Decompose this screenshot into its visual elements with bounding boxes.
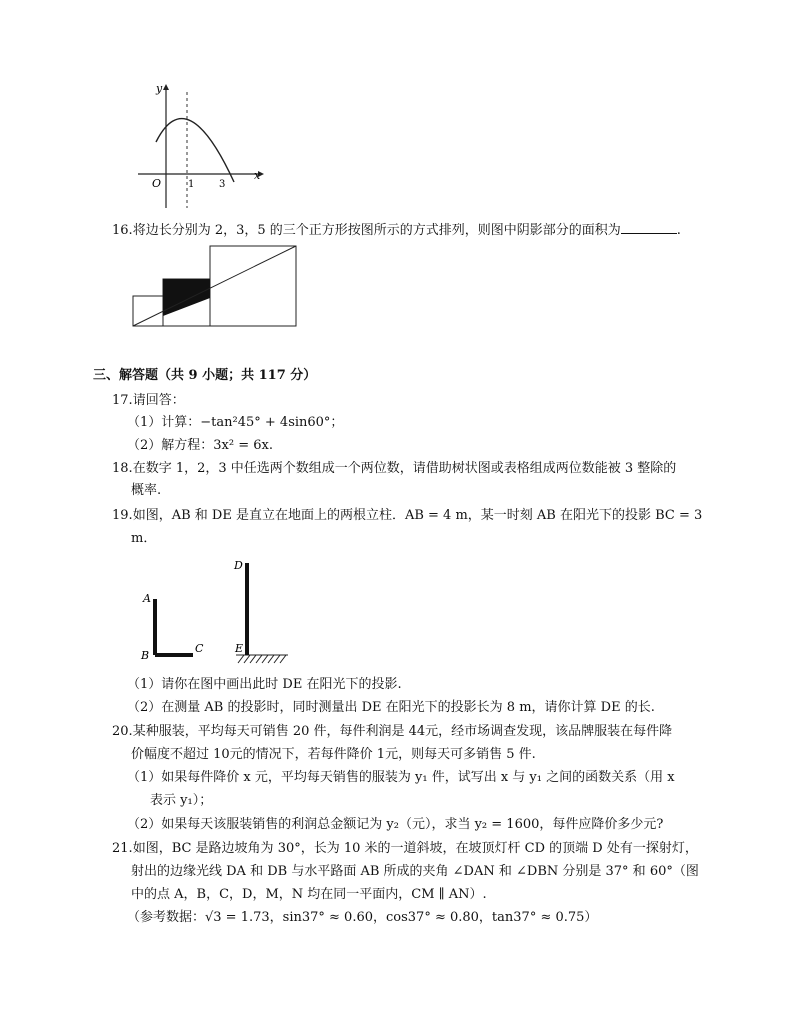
question-text: 请回答： — [132, 393, 185, 408]
question-number: 17. — [112, 393, 133, 408]
question-number: 20. — [112, 724, 133, 739]
question-17-part-2: （2）解方程：3x² = 6x. — [127, 438, 273, 453]
diagonal-line — [133, 246, 296, 326]
square-5 — [210, 246, 296, 326]
question-20-part-1-cont: 表示 y₁）； — [150, 793, 213, 808]
question-18 — [112, 460, 676, 478]
section-title: 三、解答题（共 9 小题；共 117 分） — [93, 368, 317, 383]
shaded-region — [163, 279, 210, 316]
y-axis-label: y — [156, 82, 163, 95]
question-19-part-2: （2）在测量 AB 的投影时，同时测量出 DE 在阳光下的投影长为 8 m，请你计算 DE 的长. — [127, 700, 655, 715]
question-21-reference-data: （参考数据：√3 = 1.73，sin37° ≈ 0.60，cos37° ≈ 0.80，tan37° ≈ 0.75） — [127, 910, 598, 925]
tick-1-label: 1 — [188, 179, 195, 190]
question-16 — [112, 221, 681, 240]
question-17-part-1: （1）计算：−tan²45° + 4sin60°； — [127, 415, 344, 430]
parabola-curve — [156, 119, 234, 182]
question-number: 19. — [112, 508, 133, 523]
y-axis-arrow — [163, 84, 169, 90]
point-c-label: C — [195, 642, 204, 655]
origin-label: O — [152, 177, 162, 190]
point-e-label: E — [235, 642, 244, 655]
question-text: 如图，BC 是路边坡角为 30°，长为 10 米的一道斜坡，在坡顶灯杆 CD 的顶端 D 处有一探射灯， — [132, 841, 698, 856]
tick-3-label: 3 — [219, 179, 226, 190]
question-number: 21. — [112, 841, 133, 856]
question-19-line-2: m． — [131, 531, 157, 546]
question-21-line-3: 中的点 A，B，C，D，M，N 均在同一平面内，CM ∥ AN）. — [131, 887, 487, 902]
square-2 — [133, 296, 163, 326]
ground-hatching — [238, 655, 286, 663]
question-20-line-2: 价幅度不超过 10元的情况下，若每件降价 1元，则每天可多销售 5 件. — [131, 747, 536, 762]
question-number: 16. — [112, 223, 133, 238]
question-text: 将边长分别为 2，3，5 的三个正方形按图所示的方式排列，则图中阴影部分的面积为 — [132, 223, 621, 238]
question-end: . — [676, 223, 681, 238]
posts-figure — [136, 555, 292, 667]
point-b-label: B — [141, 649, 150, 662]
question-20 — [112, 723, 672, 741]
point-a-label: A — [143, 592, 151, 605]
parabola-graph — [130, 80, 270, 215]
question-19-part-1: （1）请你在图中画出此时 DE 在阳光下的投影. — [127, 677, 402, 692]
squares-figure — [132, 245, 298, 327]
question-18-line-2: 概率. — [131, 483, 162, 498]
question-20-part-1: （1）如果每件降价 x 元，平均每天销售的服装为 y₁ 件，试写出 x 与 y₁ 之间的函数关系（用 x — [127, 770, 675, 785]
question-21-line-2: 射出的边缘光线 DA 和 DB 与水平路面 AB 所成的夹角 ∠DAN 和 ∠DBN 分别是 37° 和 60°（图 — [131, 864, 699, 879]
question-20-part-2: （2）如果每天该服装销售的利润总金额记为 y₂（元），求当 y₂ = 1600，每件应降价多少元? — [127, 817, 664, 832]
question-number: 18. — [112, 461, 133, 476]
question-text: 某种服装，平均每天可销售 20 件，每件利润是 44元，经市场调查发现，该品牌服装在每件降 — [132, 724, 673, 739]
question-19 — [112, 507, 702, 525]
question-21 — [112, 840, 698, 858]
point-d-label: D — [234, 559, 243, 572]
question-text: 在数字 1，2，3 中任选两个数组成一个两位数，请借助树状图或表格组成两位数能被 3 整除的 — [132, 461, 677, 476]
x-axis-label: x — [254, 169, 261, 182]
question-17 — [112, 392, 185, 410]
question-text: 如图，AB 和 DE 是直立在地面上的两根立柱．AB = 4 m，某一时刻 AB 在阳光下的投影 BC = 3 — [132, 508, 703, 523]
answer-blank[interactable] — [621, 221, 677, 234]
